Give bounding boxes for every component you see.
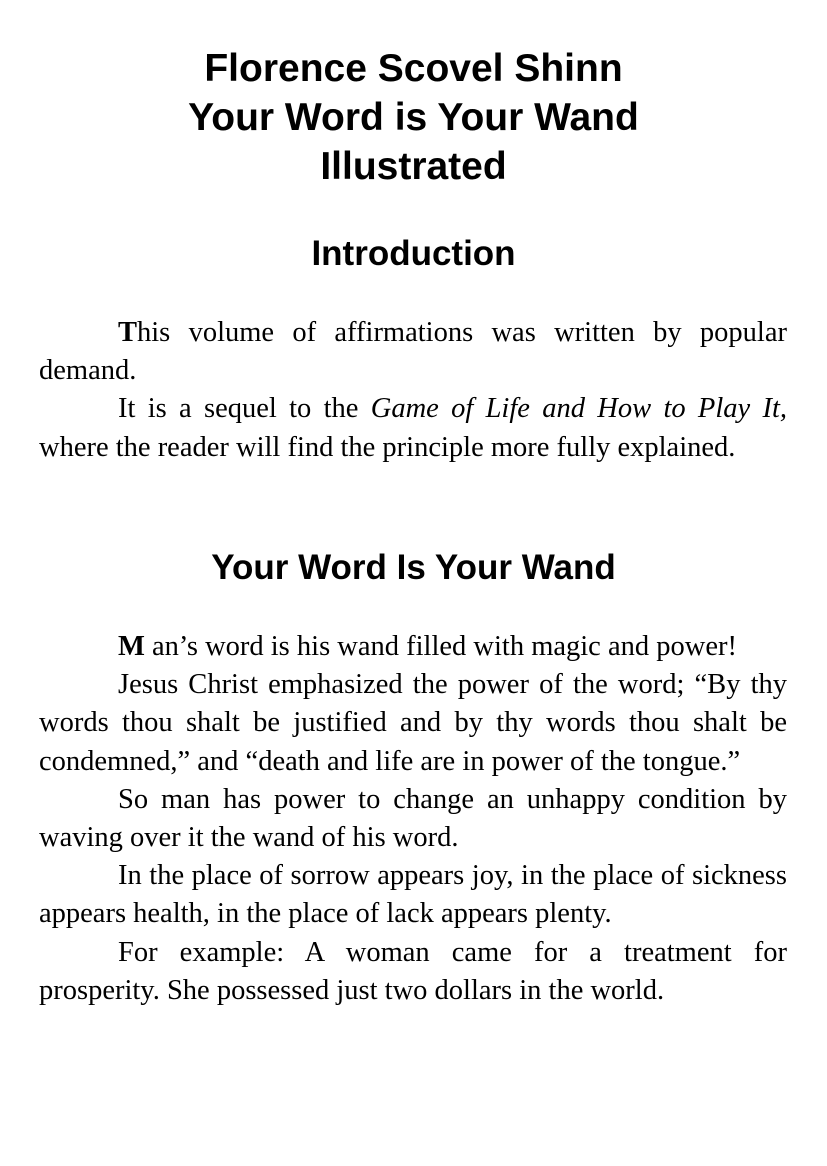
chapter-paragraph-2: Jesus Christ emphasized the power of the word; “By thy words thou shalt be justified and by thy words thou shalt be condemned,” and “death and life are in power of the tongue.” <box>39 669 787 777</box>
chapter-initial-letter: M <box>118 631 145 662</box>
chapter-paragraph-1-text: an’s word is his wand filled with magic and power! <box>144 631 737 662</box>
chapter-body <box>39 628 787 1010</box>
introduction-heading: Introduction <box>311 234 516 273</box>
chapter-paragraph-1 <box>39 628 787 666</box>
intro-paragraph-2-after: where the reader will find the principle more fully explained. <box>39 393 802 463</box>
book-subtitle: Illustrated <box>320 145 507 188</box>
intro-paragraph-1 <box>39 314 787 390</box>
book-title: Your Word is Your Wand <box>188 96 639 139</box>
intro-paragraph-2-before: It is a sequel to the <box>118 393 371 425</box>
chapter-paragraph-4: In the place of sorrow appears joy, in the place of sickness appears health, in the place of lack appears plenty. <box>39 860 787 930</box>
author-name: Florence Scovel Shinn <box>204 47 623 90</box>
intro-initial-letter: T <box>118 317 138 348</box>
referenced-book-title: Game of Life and How to Play It, <box>370 393 787 425</box>
chapter-paragraph-5: For example: A woman came for a treatment for prosperity. She possessed just two dollars in the world. <box>39 936 787 1006</box>
book-title-block <box>0 44 827 191</box>
introduction-body <box>39 314 802 467</box>
chapter-heading: Your Word Is Your Wand <box>211 548 616 587</box>
intro-paragraph-1-text: his volume of affirmations was written by popular demand. <box>39 317 787 387</box>
intro-paragraph-2 <box>39 390 802 466</box>
chapter-paragraph-3: So man has power to change an unhappy condition by waving over it the wand of his word. <box>39 783 787 854</box>
